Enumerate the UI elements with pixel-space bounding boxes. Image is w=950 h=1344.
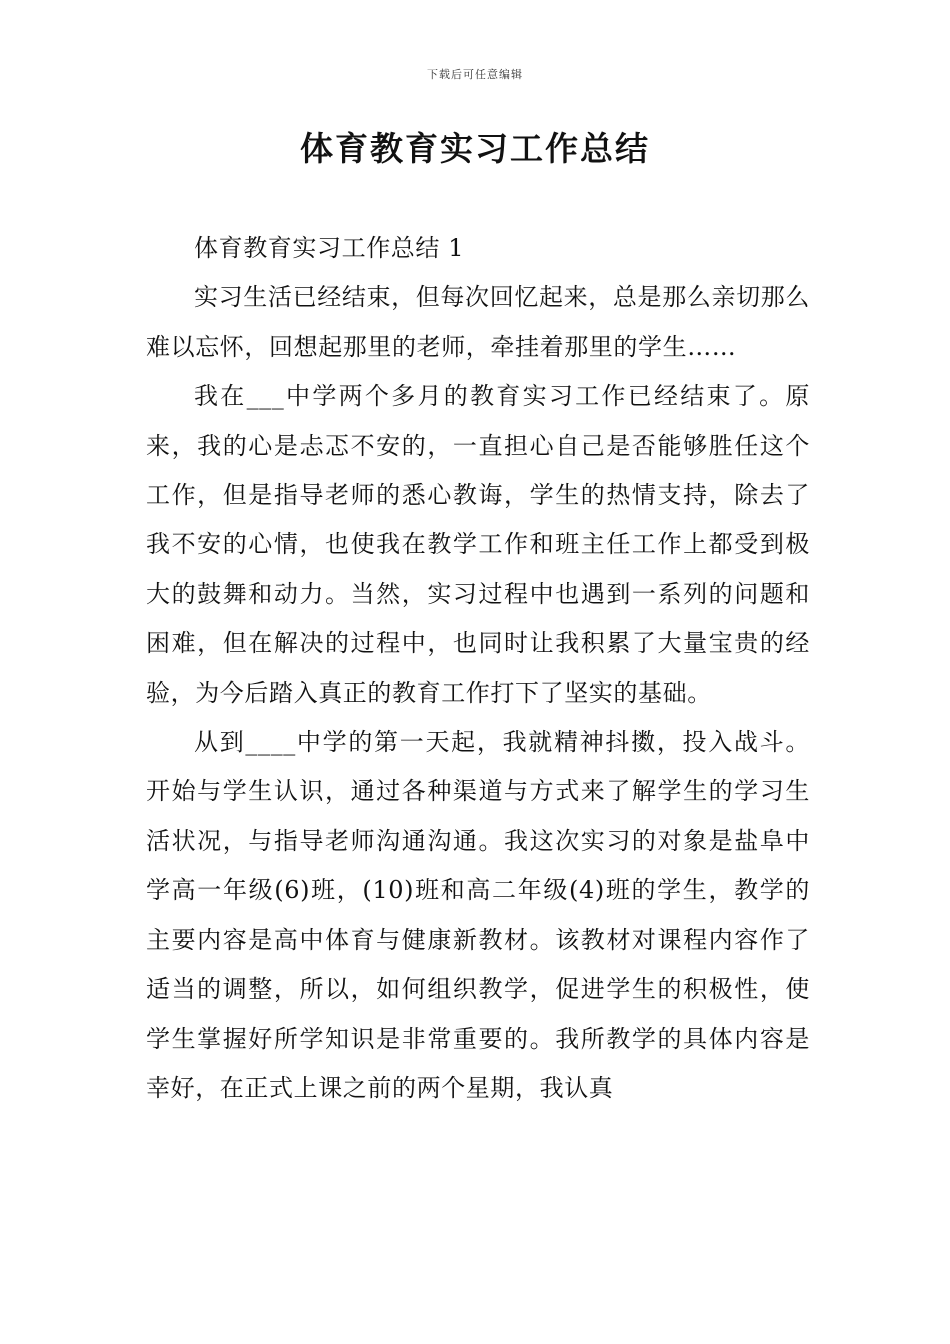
document-body	[146, 224, 810, 1113]
document-title: 体育教育实习工作总结	[300, 129, 650, 168]
header-note: 下载后可任意编辑	[427, 68, 523, 81]
section-heading: 体育教育实习工作总结 1	[194, 234, 465, 262]
paragraph-3: 从到____中学的第一天起，我就精神抖擞，投入战斗。开始与学生认识，通过各种渠道与方式来了解学生的学习生活状况，与指导老师沟通沟通。我这次实习的对象是盐阜中学高一年级(6)班，(10)班和高二年级(4)班的学生，教学的主要内容是高中体育与健康新教材。该教材对课程内容作了适当的调整，所以，如何组织教学，促进学生的积极性，使学生掌握好所学知识是非常重要的。我所教学的具体内容是幸好，在正式上课之前的两个星期，我认真	[146, 728, 810, 1102]
paragraph-2: 我在___中学两个多月的教育实习工作已经结束了。原来，我的心是忐忑不安的，一直担心自己是否能够胜任这个工作，但是指导老师的悉心教诲，学生的热情支持，除去了我不安的心情，也使我在教学工作和班主任工作上都受到极大的鼓舞和动力。当然，实习过程中也遇到一系列的问题和困难，但在解决的过程中，也同时让我积累了大量宝贵的经验，为今后踏入真正的教育工作打下了坚实的基础。	[146, 382, 810, 707]
paragraph-1: 实习生活已经结束，但每次回忆起来，总是那么亲切那么难以忘怀，回想起那里的老师，牵挂着那里的学生……	[146, 283, 810, 361]
